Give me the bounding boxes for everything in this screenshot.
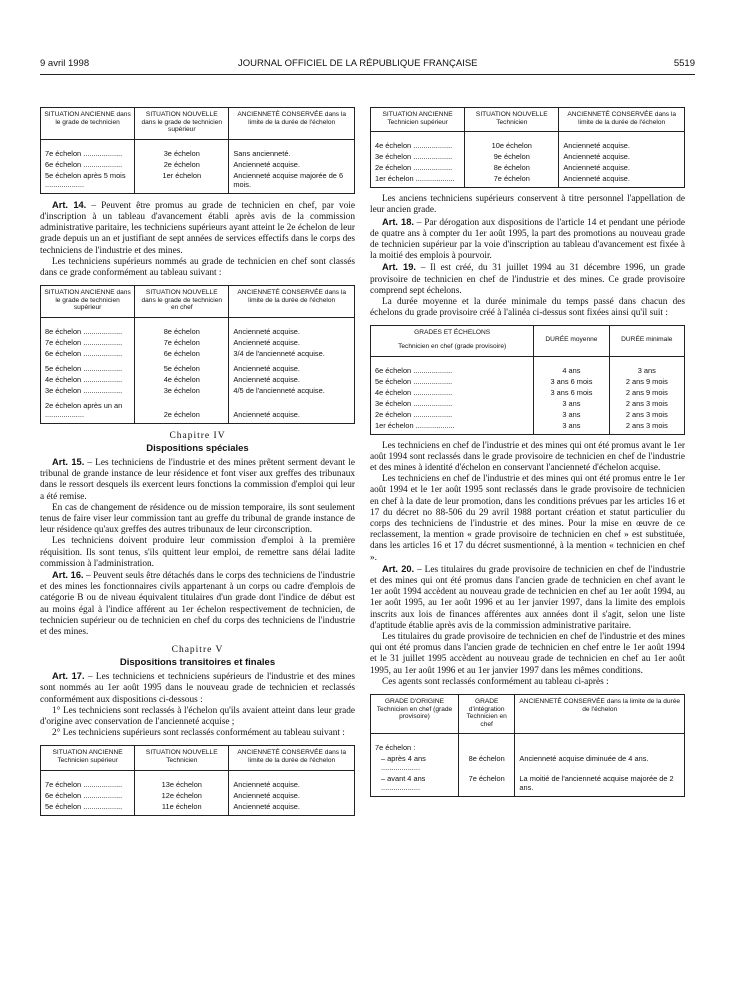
table-row [371, 151, 685, 162]
table-cell: 8e échelon [465, 162, 559, 173]
table-cell: 2e échelon après un an ................... [41, 396, 135, 424]
table-row [371, 132, 685, 152]
table-cell: 4 ans [534, 356, 609, 376]
table-cell: 3e échelon ................... [371, 151, 465, 162]
article-text: – Peuvent être promus au grade de technicien en chef, par voie d'inscription à un tableau d'avancement établi après avis de la commission administrative paritaire, les techniciens supérieurs ayant atteint le 2e échelon de leur grade depuis un an et justifiant de sept années de services effectifs dans le corps des techniciens de l'industrie et des mines. [40, 200, 355, 256]
table-header: GRADE d'intégration Technicien en chef [458, 695, 515, 734]
table-header: SITUATION ANCIENNE Technicien supérieur [41, 746, 135, 770]
table-cell: 6e échelon ................... [371, 356, 534, 376]
table-cell: 10e échelon [465, 132, 559, 152]
table-cell: 2 ans 3 mois [609, 420, 684, 435]
table-header [371, 326, 534, 356]
table-cell: 8e échelon [135, 317, 229, 337]
table-technicien-to-superieur [40, 107, 355, 194]
table-header: SITUATION ANCIENNE dans le grade de technicien [41, 108, 135, 140]
paragraph: Les titulaires du grade provisoire de technicien en chef de l'industrie et des mines qui ont été promus dans l'ancien grade de technicien en chef entre le 1er août 1994 et le 31 juillet 1995 accèdent au nouveau grade de technicien en chef au 1er août 1995, au 1er août 1996 et au 1er janvier 1997 dans les mêmes conditions. [370, 632, 685, 676]
table-row [371, 753, 685, 773]
table-cell: 2e échelon ................... [371, 409, 534, 420]
table-cell: La moitié de l'ancienneté acquise majorée de 2 ans. [515, 773, 685, 797]
table-superieur-to-chef [40, 285, 355, 424]
article-text: – Peuvent seuls être détachés dans le corps des techniciens de l'industrie et des mines les fonctionnaires civils appartenant à un corps ou cadre d'emplois de catégorie B ou de niveau équivalent titulaires d'un grade dont l'indice de début est au moins égal à l'indice afférent au 1er échelon respectivement de technicien, de technicien supérieur ou de technicien en chef du corps des techniciens de l'industrie et des mines. [40, 571, 355, 638]
table-row [41, 170, 355, 194]
article-label: Art. 18. [382, 216, 414, 227]
table-cell: 6e échelon [135, 348, 229, 359]
table-row [371, 409, 685, 420]
table-cell: Ancienneté acquise. [229, 317, 355, 337]
table-row [371, 162, 685, 173]
table-row [41, 159, 355, 170]
chapter-title: Dispositions transitoires et finales [119, 657, 276, 669]
table-row [371, 420, 685, 435]
article-16 [40, 570, 355, 638]
paragraph: 1° Les techniciens sont reclassés à l'échelon qu'ils avaient atteint dans leur grade d'origine avec conservation de l'ancienneté acquise ; [40, 705, 355, 728]
table-header: GRADE D'ORIGINE Technicien en chef (grade provisoire) [371, 695, 459, 734]
paragraph: Les techniciens en chef de l'industrie et des mines qui ont été promus avant le 1er août 1994 sont reclassés dans le grade provisoire de technicien en chef de l'industrie et des mines à identité d'échelon en conservant l'ancienneté d'échelon acquise. [370, 440, 685, 474]
article-19 [370, 262, 685, 297]
table-header: SITUATION NOUVELLE dans le grade de technicien supérieur [135, 108, 229, 140]
table-cell: 3/4 de l'ancienneté acquise. [229, 348, 355, 359]
table-header: DURÉE minimale [609, 326, 684, 356]
header-rule [40, 74, 695, 75]
table-row [41, 770, 355, 790]
table-cell: 2e échelon [135, 396, 229, 424]
table-cell: 5e échelon ................... [41, 801, 135, 816]
paragraph: La durée moyenne et la durée minimale du temps passé dans chacun des échelons du grade provisoire créé à l'alinéa ci-dessus sont fixées ainsi qu'il suit : [370, 297, 685, 319]
table-cell: 7e échelon ................... [41, 139, 135, 159]
table-cell [515, 734, 685, 754]
table-cell: 7e échelon [458, 773, 515, 797]
article-label: Art. 14. [52, 199, 87, 210]
table-cell: Ancienneté acquise. [229, 359, 355, 374]
table-cell: 3e échelon [135, 139, 229, 159]
article-label: Art. 16. [52, 570, 84, 581]
article-text: – Il est créé, du 31 juillet 1994 au 31 décembre 1996, un grade provisoire de technicien en chef de l'industrie et des mines. Ce grade provisoire comprend sept échelons. [370, 263, 685, 296]
table-cell: 2 ans 3 mois [609, 409, 684, 420]
table-cell: 11e échelon [135, 801, 229, 816]
table-cell: 3 ans 6 mois [534, 387, 609, 398]
table-cell: Ancienneté acquise. [229, 159, 355, 170]
table-row [41, 348, 355, 359]
table-cell: 1er échelon ................... [371, 173, 465, 188]
article-label: Art. 15. [52, 456, 85, 467]
table-row [41, 374, 355, 385]
table-cell: 6e échelon ................... [41, 790, 135, 801]
table-cell: 5e échelon après 5 mois ................... [41, 170, 135, 194]
table-cell: 8e échelon ................... [41, 317, 135, 337]
table-cell: 3e échelon [135, 385, 229, 396]
paragraph: En cas de changement de résidence ou de mission temporaire, ils sont seulement tenus de faire viser leur commission tant au greffe du tribunal de grande instance de leur résidence qu'aux greffes des autres tribunaux de leur circonscription. [40, 502, 355, 536]
table-cell: 2e échelon ................... [371, 162, 465, 173]
table-cell: 7e échelon [135, 337, 229, 348]
table-header: SITUATION NOUVELLE Technicien [465, 108, 559, 132]
table-durees-echelons [370, 325, 685, 434]
chapter-title: Dispositions spéciales [146, 442, 249, 454]
paragraph: Les techniciens doivent produire leur commission d'emploi à la première réquisition. Ils sont tenus, s'ils quittent leur emploi, de remettre sans délai ladite commission à l'administration. [40, 536, 355, 569]
table-cell: 2 ans 9 mois [609, 376, 684, 387]
table-row [41, 396, 355, 424]
paragraph: Ces agents sont reclassés conformément au tableau ci-après : [382, 676, 609, 687]
table-cell: 6e échelon ................... [41, 159, 135, 170]
table-cell: 2 ans 3 mois [609, 398, 684, 409]
article-label: Art. 20. [382, 563, 415, 574]
table-header: SITUATION ANCIENNE dans le grade de technicien supérieur [41, 286, 135, 318]
table-row [41, 337, 355, 348]
paragraph: Les anciens techniciens supérieurs conservent à titre personnel l'appellation de leur ancien grade. [370, 194, 685, 216]
table-cell: 3e échelon ................... [41, 385, 135, 396]
chapter-heading: Chapitre V [171, 645, 224, 656]
article-label: Art. 19. [382, 262, 416, 273]
table-row [371, 376, 685, 387]
table-reclassement-chef [370, 694, 685, 797]
chapter-heading: Chapitre IV [169, 430, 226, 441]
table-cell: 5e échelon ................... [41, 359, 135, 374]
table-row [41, 317, 355, 337]
header-date: 9 avril 1998 [40, 58, 90, 69]
table-row [41, 385, 355, 396]
table-cell: 4e échelon ................... [371, 387, 534, 398]
article-14 [40, 200, 355, 257]
table-cell: 2e échelon [135, 159, 229, 170]
table-cell: 13e échelon [135, 770, 229, 790]
article-text: – Par dérogation aux dispositions de l'article 14 et pendant une période de quatre ans à compter du 1er août 1995, la part des promotions au nouveau grade de technicien supérieur par la voie d'inscription au tableau d'avancement est fixée à la moitié des emplois à pourvoir. [370, 217, 685, 262]
table-header: ANCIENNETÉ CONSERVÉE dans la limite de la durée de l'échelon [229, 286, 355, 318]
table-row [371, 734, 685, 754]
table-row [41, 359, 355, 374]
table-cell: Ancienneté acquise majorée de 6 mois. [229, 170, 355, 194]
table-cell: 7e échelon ................... [41, 337, 135, 348]
table-row [371, 773, 685, 797]
table-cell: 4e échelon ................... [41, 374, 135, 385]
table-cell: Ancienneté acquise. [229, 790, 355, 801]
table-cell: 4e échelon ................... [371, 132, 465, 152]
table-row [41, 139, 355, 159]
table-cell: 3 ans [534, 398, 609, 409]
table-cell [458, 734, 515, 754]
article-text: – Les techniciens de l'industrie et des mines prêtent serment devant le tribunal de grande instance de leur résidence et font viser aux greffes des tribunaux dans le ressort desquels ils exercent leurs fonctions la commission d'emploi qui leur a été remise. [40, 457, 355, 502]
table-cell: 3 ans [534, 420, 609, 435]
article-label: Art. 17. [52, 671, 85, 682]
table-cell: Ancienneté acquise. [229, 770, 355, 790]
article-text: – Les techniciens et techniciens supérieurs de l'industrie et des mines sont nommés au 1er août 1995 dans le nouveau grade de technicien et reclassés conformément aux dispositions ci-dessous : [40, 672, 355, 705]
table-header: SITUATION ANCIENNE Technicien supérieur [371, 108, 465, 132]
article-20 [370, 564, 685, 632]
table-header: ANCIENNETÉ CONSERVÉE dans la limite de la durée de l'échelon [559, 108, 685, 132]
table-cell: – après 4 ans ................... [371, 753, 459, 773]
table-cell: 7e échelon ................... [41, 770, 135, 790]
table-row [371, 398, 685, 409]
table-cell: 12e échelon [135, 790, 229, 801]
table-cell: 3 ans [609, 356, 684, 376]
header-journal: JOURNAL OFFICIEL DE LA RÉPUBLIQUE FRANÇAISE [238, 58, 478, 69]
table-cell: Ancienneté acquise diminuée de 4 ans. [515, 753, 685, 773]
table-cell: 1er échelon [135, 170, 229, 194]
table-cell: 7e échelon : [371, 734, 459, 754]
table-header: ANCIENNETÉ CONSERVÉE dans la limite de la durée de l'échelon [229, 746, 355, 770]
table-cell: Ancienneté acquise. [559, 132, 685, 152]
table-cell: Ancienneté acquise. [559, 173, 685, 188]
table-row [371, 356, 685, 376]
table-superieur-to-technicien-continued [370, 107, 685, 188]
table-cell: 3e échelon ................... [371, 398, 534, 409]
table-header: SITUATION NOUVELLE Technicien [135, 746, 229, 770]
table-cell: 5e échelon [135, 359, 229, 374]
table-cell: 4/5 de l'ancienneté acquise. [229, 385, 355, 396]
right-column [370, 107, 685, 803]
table-cell: 4e échelon [135, 374, 229, 385]
table-cell: Ancienneté acquise. [229, 801, 355, 816]
table-row [41, 790, 355, 801]
paragraph: Les techniciens en chef de l'industrie et des mines qui ont été promus entre le 1er août 1994 et le 1er août 1995 sont reclassés dans le grade provisoire de technicien en chef à la date de leur promotion, dans les conditions prévues par les articles 16 et 17 du décret no 88-506 du 29 avril 1988 portant création et statut particulier du corps des techniciens de l'industrie et des mines. Pour la mise en œuvre de ce reclassement, la mention « grade provisoire de technicien en chef » est substituée, dans les articles 16 et 17 du décret susmentionné, à la mention « technicien en chef ». [370, 474, 685, 563]
table-header: ANCIENNETÉ CONSERVÉE dans la limite de la durée de l'échelon [229, 108, 355, 140]
table-header: DURÉE moyenne [534, 326, 609, 356]
article-18 [370, 217, 685, 263]
table-cell: 9e échelon [465, 151, 559, 162]
table-cell: Sans ancienneté. [229, 139, 355, 159]
table-superieur-to-technicien [40, 745, 355, 815]
paragraph: 2° Les techniciens supérieurs sont reclassés conformément au tableau suivant : [52, 728, 345, 739]
table-header-grades: GRADES ET ÉCHELONS [414, 329, 491, 337]
table-row [371, 173, 685, 188]
table-cell: Ancienneté acquise. [229, 396, 355, 424]
table-cell: 7e échelon [465, 173, 559, 188]
table-cell: Ancienneté acquise. [559, 151, 685, 162]
table-cell: 2 ans 9 mois [609, 387, 684, 398]
header-page-number: 5519 [673, 58, 695, 69]
table-header: ANCIENNETÉ CONSERVÉE dans la limite de la durée de l'échelon [515, 695, 685, 734]
table-cell: – avant 4 ans ................... [371, 773, 459, 797]
table-cell: Ancienneté acquise. [229, 337, 355, 348]
table-cell: Ancienneté acquise. [559, 162, 685, 173]
left-column [40, 107, 355, 822]
table-header-sub: Technicien en chef (grade provisoire) [398, 343, 507, 351]
table-cell: 5e échelon ................... [371, 376, 534, 387]
table-cell: Ancienneté acquise. [229, 374, 355, 385]
table-cell: 1er échelon ................... [371, 420, 534, 435]
table-row [371, 387, 685, 398]
table-header: SITUATION NOUVELLE dans le grade de technicien en chef [135, 286, 229, 318]
page-header [40, 58, 695, 72]
article-15 [40, 457, 355, 503]
article-17 [40, 671, 355, 706]
article-text: – Les titulaires du grade provisoire de technicien en chef de l'industrie et des mines qui ont été promus dans l'ancien grade de technicien en chef avant le 1er août 1994 accèdent au nouveau grade de technicien en chef au 1er août 1994, au 1er août 1995, au 1er août 1996 et au 1er janvier 1997, dans la limite des emplois inscrits aux lois de finances afférentes aux années dont il s'agit, selon une liste d'aptitude établie après avis de la commission administrative paritaire. [370, 564, 685, 631]
paragraph: Les techniciens supérieurs nommés au grade de technicien en chef sont classés dans ce grade conformément au tableau suivant : [40, 256, 355, 278]
table-row [41, 801, 355, 816]
table-cell: 3 ans 6 mois [534, 376, 609, 387]
table-cell: 8e échelon [458, 753, 515, 773]
table-cell: 6e échelon ................... [41, 348, 135, 359]
table-cell: 3 ans [534, 409, 609, 420]
